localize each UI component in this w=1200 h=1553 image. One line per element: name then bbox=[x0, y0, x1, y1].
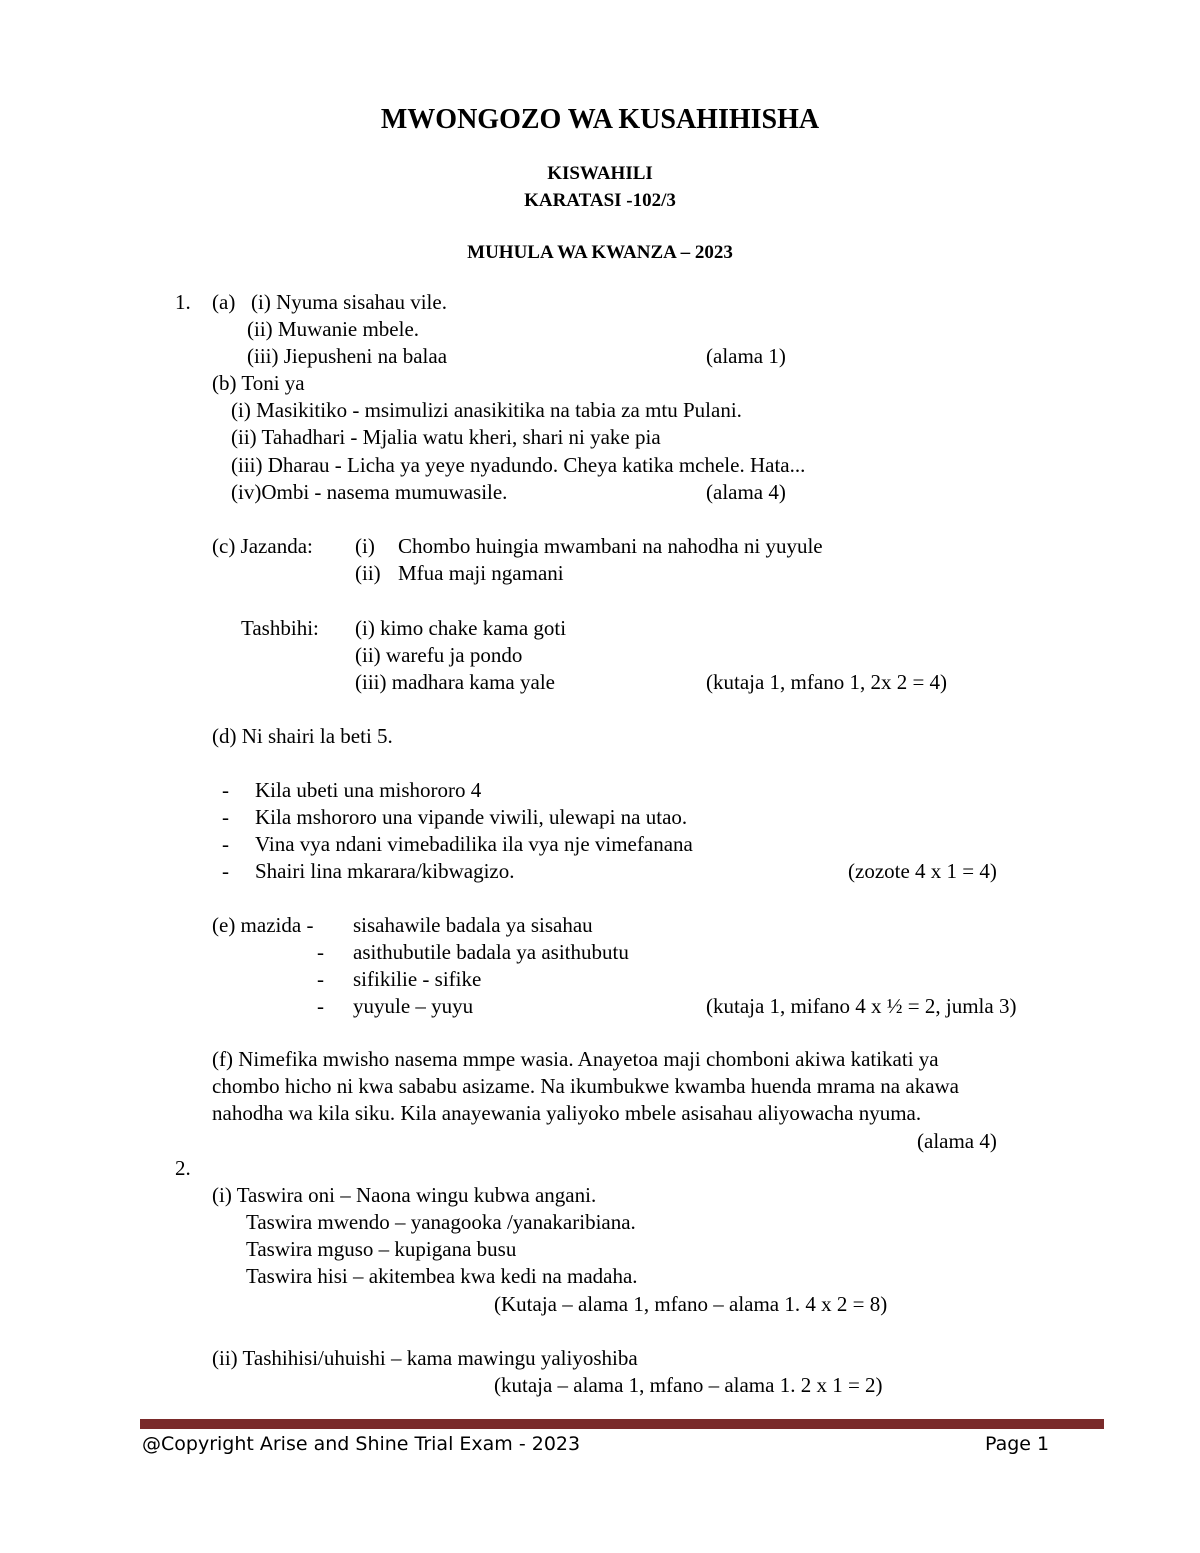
bullet-dash: - bbox=[222, 832, 229, 856]
answer-line: yuyule – yuyu bbox=[353, 994, 474, 1018]
answer-line: Taswira hisi – akitembea kwa kedi na madaha. bbox=[246, 1264, 638, 1288]
item-number: (ii) bbox=[355, 561, 381, 585]
footer-copyright: @Copyright Arise and Shine Trial Exam - 2023 bbox=[142, 1433, 581, 1455]
answer-line: (i) Taswira oni – Naona wingu kubwa angani. bbox=[212, 1183, 597, 1207]
marks: (Kutaja – alama 1, mfano – alama 1. 4 x 2 = 8) bbox=[494, 1292, 888, 1316]
answer-line: Kila mshororo una vipande viwili, ulewapi na utao. bbox=[255, 805, 688, 829]
paper-code: KARATASI -102/3 bbox=[524, 190, 676, 211]
marks: (kutaja 1, mfano 1, 2x 2 = 4) bbox=[706, 670, 948, 694]
answer-line: nahodha wa kila siku. Kila anayewania yaliyoko mbele asisahau aliyowacha nyuma. bbox=[212, 1101, 922, 1125]
marks: (kutaja – alama 1, mfano – alama 1. 2 x 1 = 2) bbox=[494, 1373, 883, 1397]
answer-line: Taswira mguso – kupigana busu bbox=[246, 1237, 517, 1261]
sub-label: Tashbihi: bbox=[241, 616, 319, 640]
marks: (zozote 4 x 1 = 4) bbox=[848, 859, 997, 883]
part-label: (d) Ni shairi la beti 5. bbox=[212, 724, 393, 748]
answer-line: Chombo huingia mwambani na nahodha ni yuyule bbox=[398, 534, 823, 558]
answer-line: (i) kimo chake kama goti bbox=[355, 616, 567, 640]
marks: (kutaja 1, mifano 4 x ½ = 2, jumla 3) bbox=[706, 994, 1017, 1018]
page-title: MWONGOZO WA KUSAHIHISHA bbox=[380, 104, 820, 135]
answer-line: sisahawile badala ya sisahau bbox=[353, 913, 593, 937]
part-label: (a) bbox=[212, 290, 236, 314]
answer-line: (ii) Muwanie mbele. bbox=[247, 317, 420, 341]
bullet-dash: - bbox=[222, 859, 229, 883]
answer-line: Kila ubeti una mishororo 4 bbox=[255, 778, 482, 802]
bullet-dash: - bbox=[317, 967, 324, 991]
answer-line: (i) Nyuma sisahau vile. bbox=[251, 290, 447, 314]
part-label: (c) Jazanda: bbox=[212, 534, 313, 558]
answer-line: (i) Masikitiko - msimulizi anasikitika na tabia za mtu Pulani. bbox=[231, 398, 742, 422]
bullet-dash: - bbox=[222, 805, 229, 829]
part-label: (b) Toni ya bbox=[212, 371, 305, 395]
answer-line: (iii) madhara kama yale bbox=[355, 670, 555, 694]
answer-line: (ii) Tahadhari - Mjalia watu kheri, shari ni yake pia bbox=[231, 425, 661, 449]
answer-line: sifikilie - sifike bbox=[353, 967, 482, 991]
answer-line: Shairi lina mkarara/kibwagizo. bbox=[255, 859, 515, 883]
question-number: 2. bbox=[175, 1156, 191, 1180]
term: MUHULA WA KWANZA – 2023 bbox=[467, 242, 733, 263]
answer-line: (ii) Tashihisi/uhuishi – kama mawingu yaliyoshiba bbox=[212, 1346, 638, 1370]
answer-line: chombo hicho ni kwa sababu asizame. Na ikumbukwe kwamba huenda mrama na akawa bbox=[212, 1074, 959, 1098]
part-label: (e) mazida - bbox=[212, 913, 314, 937]
answer-line: (iii) Dharau - Licha ya yeye nyadundo. Cheya katika mchele. Hata... bbox=[231, 453, 806, 477]
marks: (alama 4) bbox=[917, 1129, 997, 1153]
bullet-dash: - bbox=[317, 940, 324, 964]
bullet-dash: - bbox=[222, 778, 229, 802]
question-number: 1. bbox=[175, 290, 191, 314]
answer-line: (ii) warefu ja pondo bbox=[355, 643, 523, 667]
answer-line: asithubutile badala ya asithubutu bbox=[353, 940, 629, 964]
answer-line: Taswira mwendo – yanagooka /yanakaribiana. bbox=[246, 1210, 636, 1234]
footer-rule bbox=[140, 1419, 1104, 1429]
marks: (alama 4) bbox=[706, 480, 786, 504]
subject: KISWAHILI bbox=[547, 163, 653, 184]
answer-line: (f) Nimefika mwisho nasema mmpe wasia. Anayetoa maji chomboni akiwa katikati ya bbox=[212, 1047, 939, 1071]
footer-page-number: Page 1 bbox=[985, 1433, 1050, 1455]
answer-line: (iii) Jiepusheni na balaa bbox=[247, 344, 448, 368]
bullet-dash: - bbox=[317, 994, 324, 1018]
answer-line: Vina vya ndani vimebadilika ila vya nje vimefanana bbox=[255, 832, 693, 856]
marks: (alama 1) bbox=[706, 344, 786, 368]
item-number: (i) bbox=[355, 534, 375, 558]
answer-line: (iv)Ombi - nasema mumuwasile. bbox=[231, 480, 508, 504]
answer-line: Mfua maji ngamani bbox=[398, 561, 564, 585]
